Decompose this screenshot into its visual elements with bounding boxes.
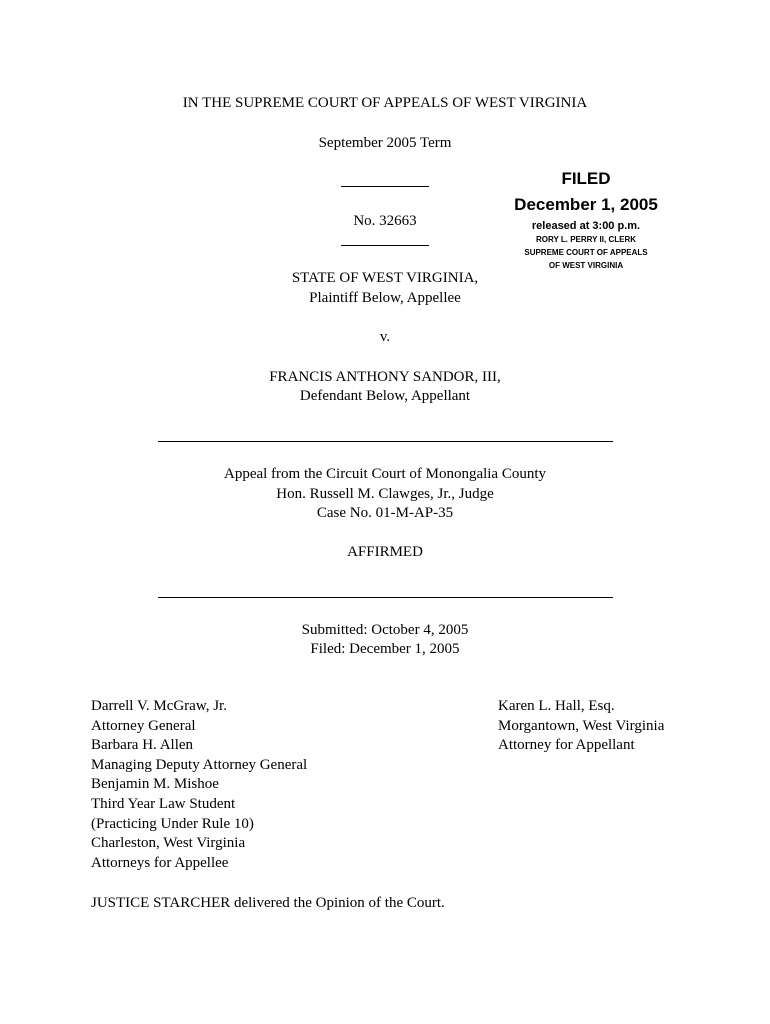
appellant-name: FRANCIS ANTHONY SANDOR, III, xyxy=(269,369,501,385)
case-number-bottom-rule xyxy=(341,245,429,246)
filed-court-line1: SUPREME COURT OF APPEALS xyxy=(524,248,648,257)
case-number-top-rule xyxy=(341,186,429,187)
case-number: No. 32663 xyxy=(353,213,417,229)
appeal-line2: Hon. Russell M. Clawges, Jr., Judge xyxy=(276,486,494,502)
counsel-right-line: Karen L. Hall, Esq. xyxy=(498,698,615,714)
filed-released: released at 3:00 p.m. xyxy=(531,220,641,232)
appellee-counsel-block xyxy=(91,697,307,873)
court-heading: IN THE SUPREME COURT OF APPEALS OF WEST VIRGINIA xyxy=(182,95,588,111)
counsel-left-line: Darrell V. McGraw, Jr. xyxy=(91,698,227,714)
divider-bottom xyxy=(158,597,613,598)
counsel-left-line: (Practicing Under Rule 10) xyxy=(91,815,254,832)
counsel-left-line: Barbara H. Allen xyxy=(91,737,194,754)
divider-top xyxy=(158,441,613,442)
counsel-left-line: Benjamin M. Mishoe xyxy=(91,776,219,793)
appeal-line3: Case No. 01-M-AP-35 xyxy=(316,505,454,521)
filed-date: December 1, 2005 xyxy=(514,195,658,214)
appellant-counsel-block xyxy=(498,697,664,756)
filed-clerk: RORY L. PERRY II, CLERK xyxy=(535,235,636,244)
counsel-left-line: Managing Deputy Attorney General xyxy=(91,756,308,773)
counsel-right-line: Attorney for Appellant xyxy=(498,737,635,754)
filed-label: FILED xyxy=(561,169,611,188)
opinion-line: JUSTICE STARCHER delivered the Opinion of the Court. xyxy=(91,895,445,911)
appellant-role: Defendant Below, Appellant xyxy=(299,388,471,404)
appeal-line1: Appeal from the Circuit Court of Monongalia County xyxy=(223,466,547,482)
counsel-left-line: Attorney General xyxy=(91,717,196,734)
versus: v. xyxy=(379,329,391,345)
counsel-left-line: Third Year Law Student xyxy=(91,795,236,812)
disposition: AFFIRMED xyxy=(347,544,423,560)
counsel-right-line: Morgantown, West Virginia xyxy=(498,717,665,734)
counsel-left-line: Charleston, West Virginia xyxy=(91,835,246,852)
submitted-date: Submitted: October 4, 2005 xyxy=(301,622,469,638)
counsel-left-line: Attorneys for Appellee xyxy=(91,854,229,871)
filed-court-line2: OF WEST VIRGINIA xyxy=(548,261,624,270)
appellee-role: Plaintiff Below, Appellee xyxy=(309,290,461,306)
term: September 2005 Term xyxy=(318,135,452,151)
filed-date-line: Filed: December 1, 2005 xyxy=(310,641,460,657)
appellee-name: STATE OF WEST VIRGINIA, xyxy=(291,270,479,286)
